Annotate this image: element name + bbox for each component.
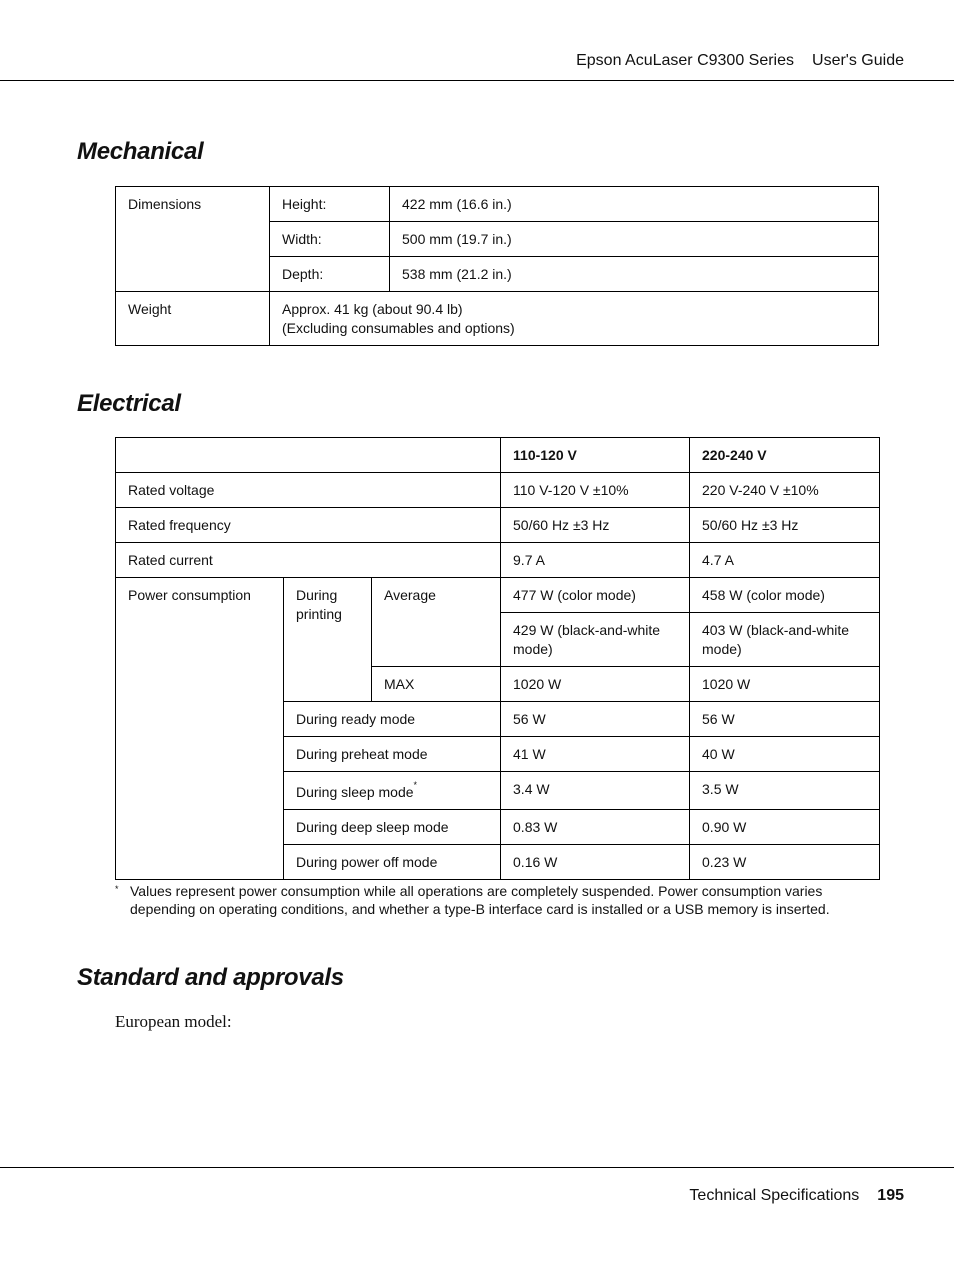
col-header-110: 110-120 V [501, 438, 690, 473]
header-empty-cell [116, 438, 501, 473]
page-number: 195 [877, 1187, 904, 1204]
rated-current-110: 9.7 A [501, 543, 690, 578]
sleep-footnote-mark: * [413, 780, 418, 790]
table-row [116, 508, 880, 543]
deep-sleep-label: During deep sleep mode [284, 810, 501, 845]
weight-line-2: (Excluding consumables and options) [282, 320, 515, 336]
rated-voltage-110: 110 V-120 V ±10% [501, 473, 690, 508]
rated-voltage-label: Rated voltage [116, 473, 501, 508]
sleep-label: During sleep mode [296, 784, 414, 800]
footnote-text: Values represent power consumption while all operations are completely suspended. Power consumption varies depending on operating conditions, and whether a type-B interface card is installed or a USB memory is inserted. [130, 883, 830, 917]
width-label: Width: [270, 222, 390, 257]
mechanical-title: Mechanical [77, 138, 204, 165]
footer-section: Technical Specifications [689, 1187, 860, 1204]
sleep-110: 3.4 W [501, 772, 690, 810]
power-off-label: During power off mode [284, 845, 501, 880]
ready-220: 56 W [690, 702, 880, 737]
preheat-110: 41 W [501, 737, 690, 772]
footnote [115, 882, 855, 918]
page-footer [689, 1187, 904, 1205]
depth-value: 538 mm (21.2 in.) [390, 257, 879, 292]
average-label: Average [372, 578, 501, 667]
avg-color-220: 458 W (color mode) [690, 578, 880, 613]
mechanical-table [115, 186, 879, 346]
preheat-220: 40 W [690, 737, 880, 772]
header-guide: User's Guide [812, 52, 904, 69]
avg-bw-110: 429 W (black-and-white mode) [501, 613, 690, 667]
power-off-110: 0.16 W [501, 845, 690, 880]
table-row [116, 438, 880, 473]
height-label: Height: [270, 187, 390, 222]
header-product: Epson AcuLaser C9300 Series [576, 52, 795, 69]
height-value: 422 mm (16.6 in.) [390, 187, 879, 222]
standards-title: Standard and approvals [77, 964, 344, 991]
dimensions-label: Dimensions [116, 187, 270, 292]
table-row [116, 543, 880, 578]
avg-bw-220: 403 W (black-and-white mode) [690, 613, 880, 667]
rated-frequency-220: 50/60 Hz ±3 Hz [690, 508, 880, 543]
rated-voltage-220: 220 V-240 V ±10% [690, 473, 880, 508]
during-printing-label: During printing [284, 578, 372, 702]
weight-line-1: Approx. 41 kg (about 90.4 lb) [282, 301, 463, 317]
power-off-220: 0.23 W [690, 845, 880, 880]
table-row [116, 292, 879, 346]
max-label: MAX [372, 667, 501, 702]
rated-frequency-label: Rated frequency [116, 508, 501, 543]
sleep-label-cell [284, 772, 501, 810]
rated-frequency-110: 50/60 Hz ±3 Hz [501, 508, 690, 543]
deep-sleep-220: 0.90 W [690, 810, 880, 845]
col-header-220: 220-240 V [690, 438, 880, 473]
max-110: 1020 W [501, 667, 690, 702]
avg-color-110: 477 W (color mode) [501, 578, 690, 613]
preheat-label: During preheat mode [284, 737, 501, 772]
european-model-text: European model: [115, 1012, 232, 1031]
ready-label: During ready mode [284, 702, 501, 737]
sleep-220: 3.5 W [690, 772, 880, 810]
power-consumption-label: Power consumption [116, 578, 284, 880]
header-rule [0, 80, 954, 81]
footnote-mark: * [115, 884, 119, 894]
table-row [116, 578, 880, 613]
footer-rule [0, 1167, 954, 1168]
rated-current-220: 4.7 A [690, 543, 880, 578]
table-row [116, 473, 880, 508]
width-value: 500 mm (19.7 in.) [390, 222, 879, 257]
electrical-table [115, 437, 880, 880]
max-220: 1020 W [690, 667, 880, 702]
page-header [576, 52, 904, 70]
deep-sleep-110: 0.83 W [501, 810, 690, 845]
weight-value [270, 292, 879, 346]
weight-label: Weight [116, 292, 270, 346]
table-row [116, 187, 879, 222]
rated-current-label: Rated current [116, 543, 501, 578]
electrical-title: Electrical [77, 390, 181, 417]
ready-110: 56 W [501, 702, 690, 737]
depth-label: Depth: [270, 257, 390, 292]
